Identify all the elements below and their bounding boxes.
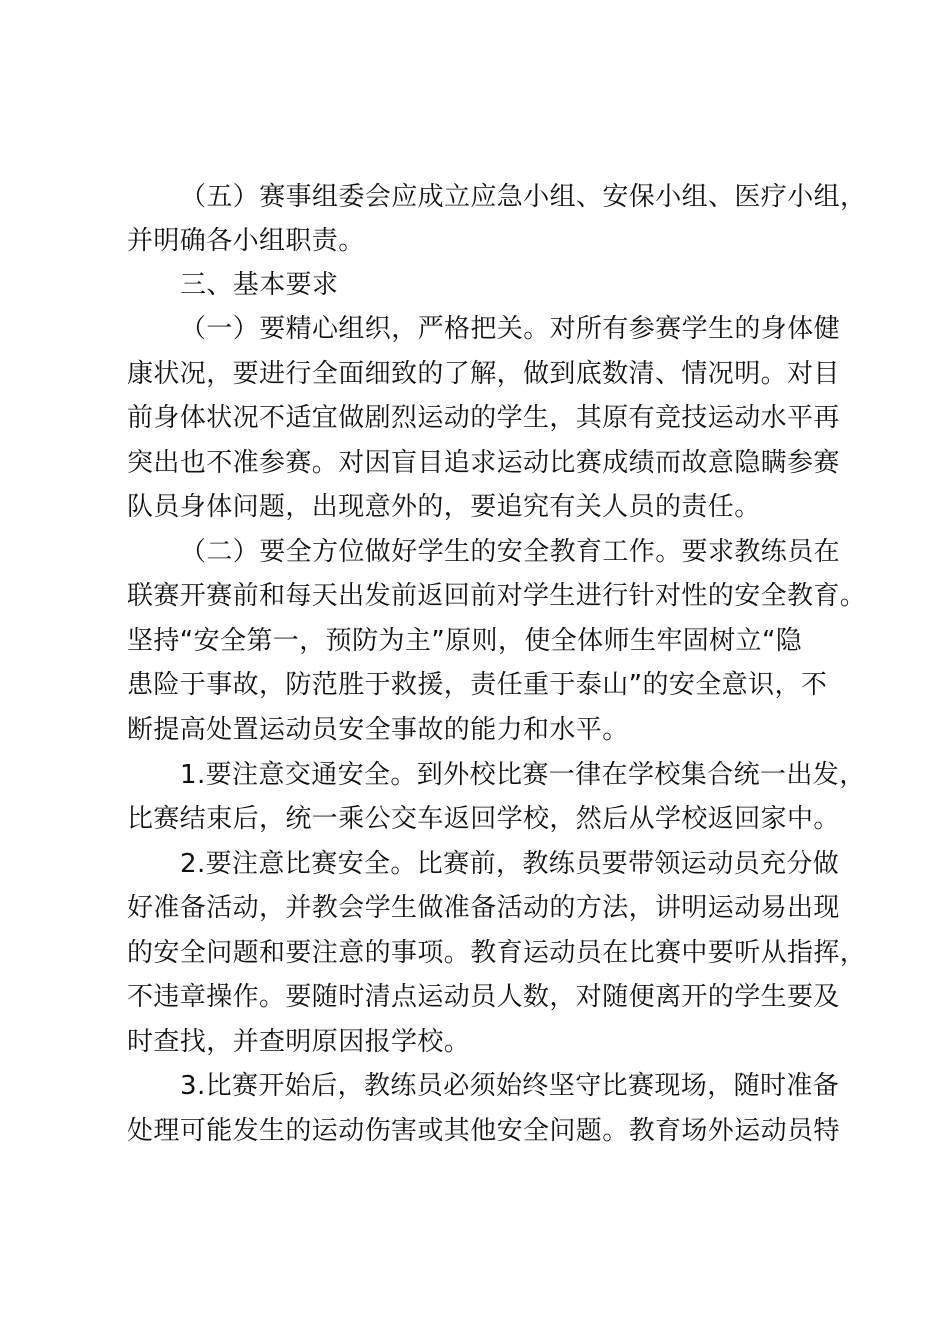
paragraph-line: 好准备活动，并教会学生做准备活动的方法，讲明运动易出现 — [127, 893, 840, 923]
paragraph-line: 队员身体问题，出现意外的，要追究有关人员的责任。 — [127, 492, 761, 522]
paragraph-line: 3.比赛开始后，教练员必须始终坚守比赛现场，随时准备 — [180, 1071, 840, 1101]
paragraph-line: （一）要精心组织，严格把关。对所有参赛学生的身体健 — [180, 314, 841, 344]
paragraph-line: 比赛结束后，统一乘公交车返回学校，然后从学校返回家中。 — [127, 804, 840, 834]
paragraph-line: 断提高处置运动员安全事故的能力和水平。 — [127, 715, 629, 745]
paragraph-line: 联赛开赛前和每天出发前返回前对学生进行针对性的安全教育。 — [127, 581, 867, 611]
paragraph-line: 2.要注意比赛安全。比赛前，教练员要带领运动员充分做 — [180, 849, 840, 879]
paragraph-line: 不违章操作。要随时清点运动员人数，对随便离开的学生要及 — [127, 982, 840, 1012]
paragraph-line: （五）赛事组委会应成立应急小组、安保小组、医疗小组， — [180, 182, 867, 212]
paragraph-line: 患险于事故，防范胜于救援，责任重于泰山”的安全意识，不 — [127, 670, 828, 700]
section-heading: 三、基本要求 — [180, 270, 339, 300]
paragraph-line: 坚持“安全第一，预防为主”原则，使全体师生牢固树立“隐 — [127, 626, 803, 656]
paragraph-line: 突出也不准参赛。对因盲目追求运动比赛成绩而故意隐瞒参赛 — [127, 448, 840, 478]
paragraph-line: 时查找，并查明原因报学校。 — [127, 1027, 471, 1057]
paragraph-line: 处理可能发生的运动伤害或其他安全问题。教育场外运动员特 — [127, 1116, 840, 1146]
paragraph-line: （二）要全方位做好学生的安全教育工作。要求教练员在 — [180, 537, 841, 567]
paragraph-line: 康状况，要进行全面细致的了解，做到底数清、情况明。对目 — [127, 359, 840, 389]
paragraph-line: 1.要注意交通安全。到外校比赛一律在学校集合统一出发， — [180, 760, 866, 790]
paragraph-line: 并明确各小组职责。 — [127, 226, 365, 256]
paragraph-line: 前身体状况不适宜做剧烈运动的学生，其原有竞技运动水平再 — [127, 403, 840, 433]
paragraph-line: 的安全问题和要注意的事项。教育运动员在比赛中要听从指挥， — [127, 938, 867, 968]
